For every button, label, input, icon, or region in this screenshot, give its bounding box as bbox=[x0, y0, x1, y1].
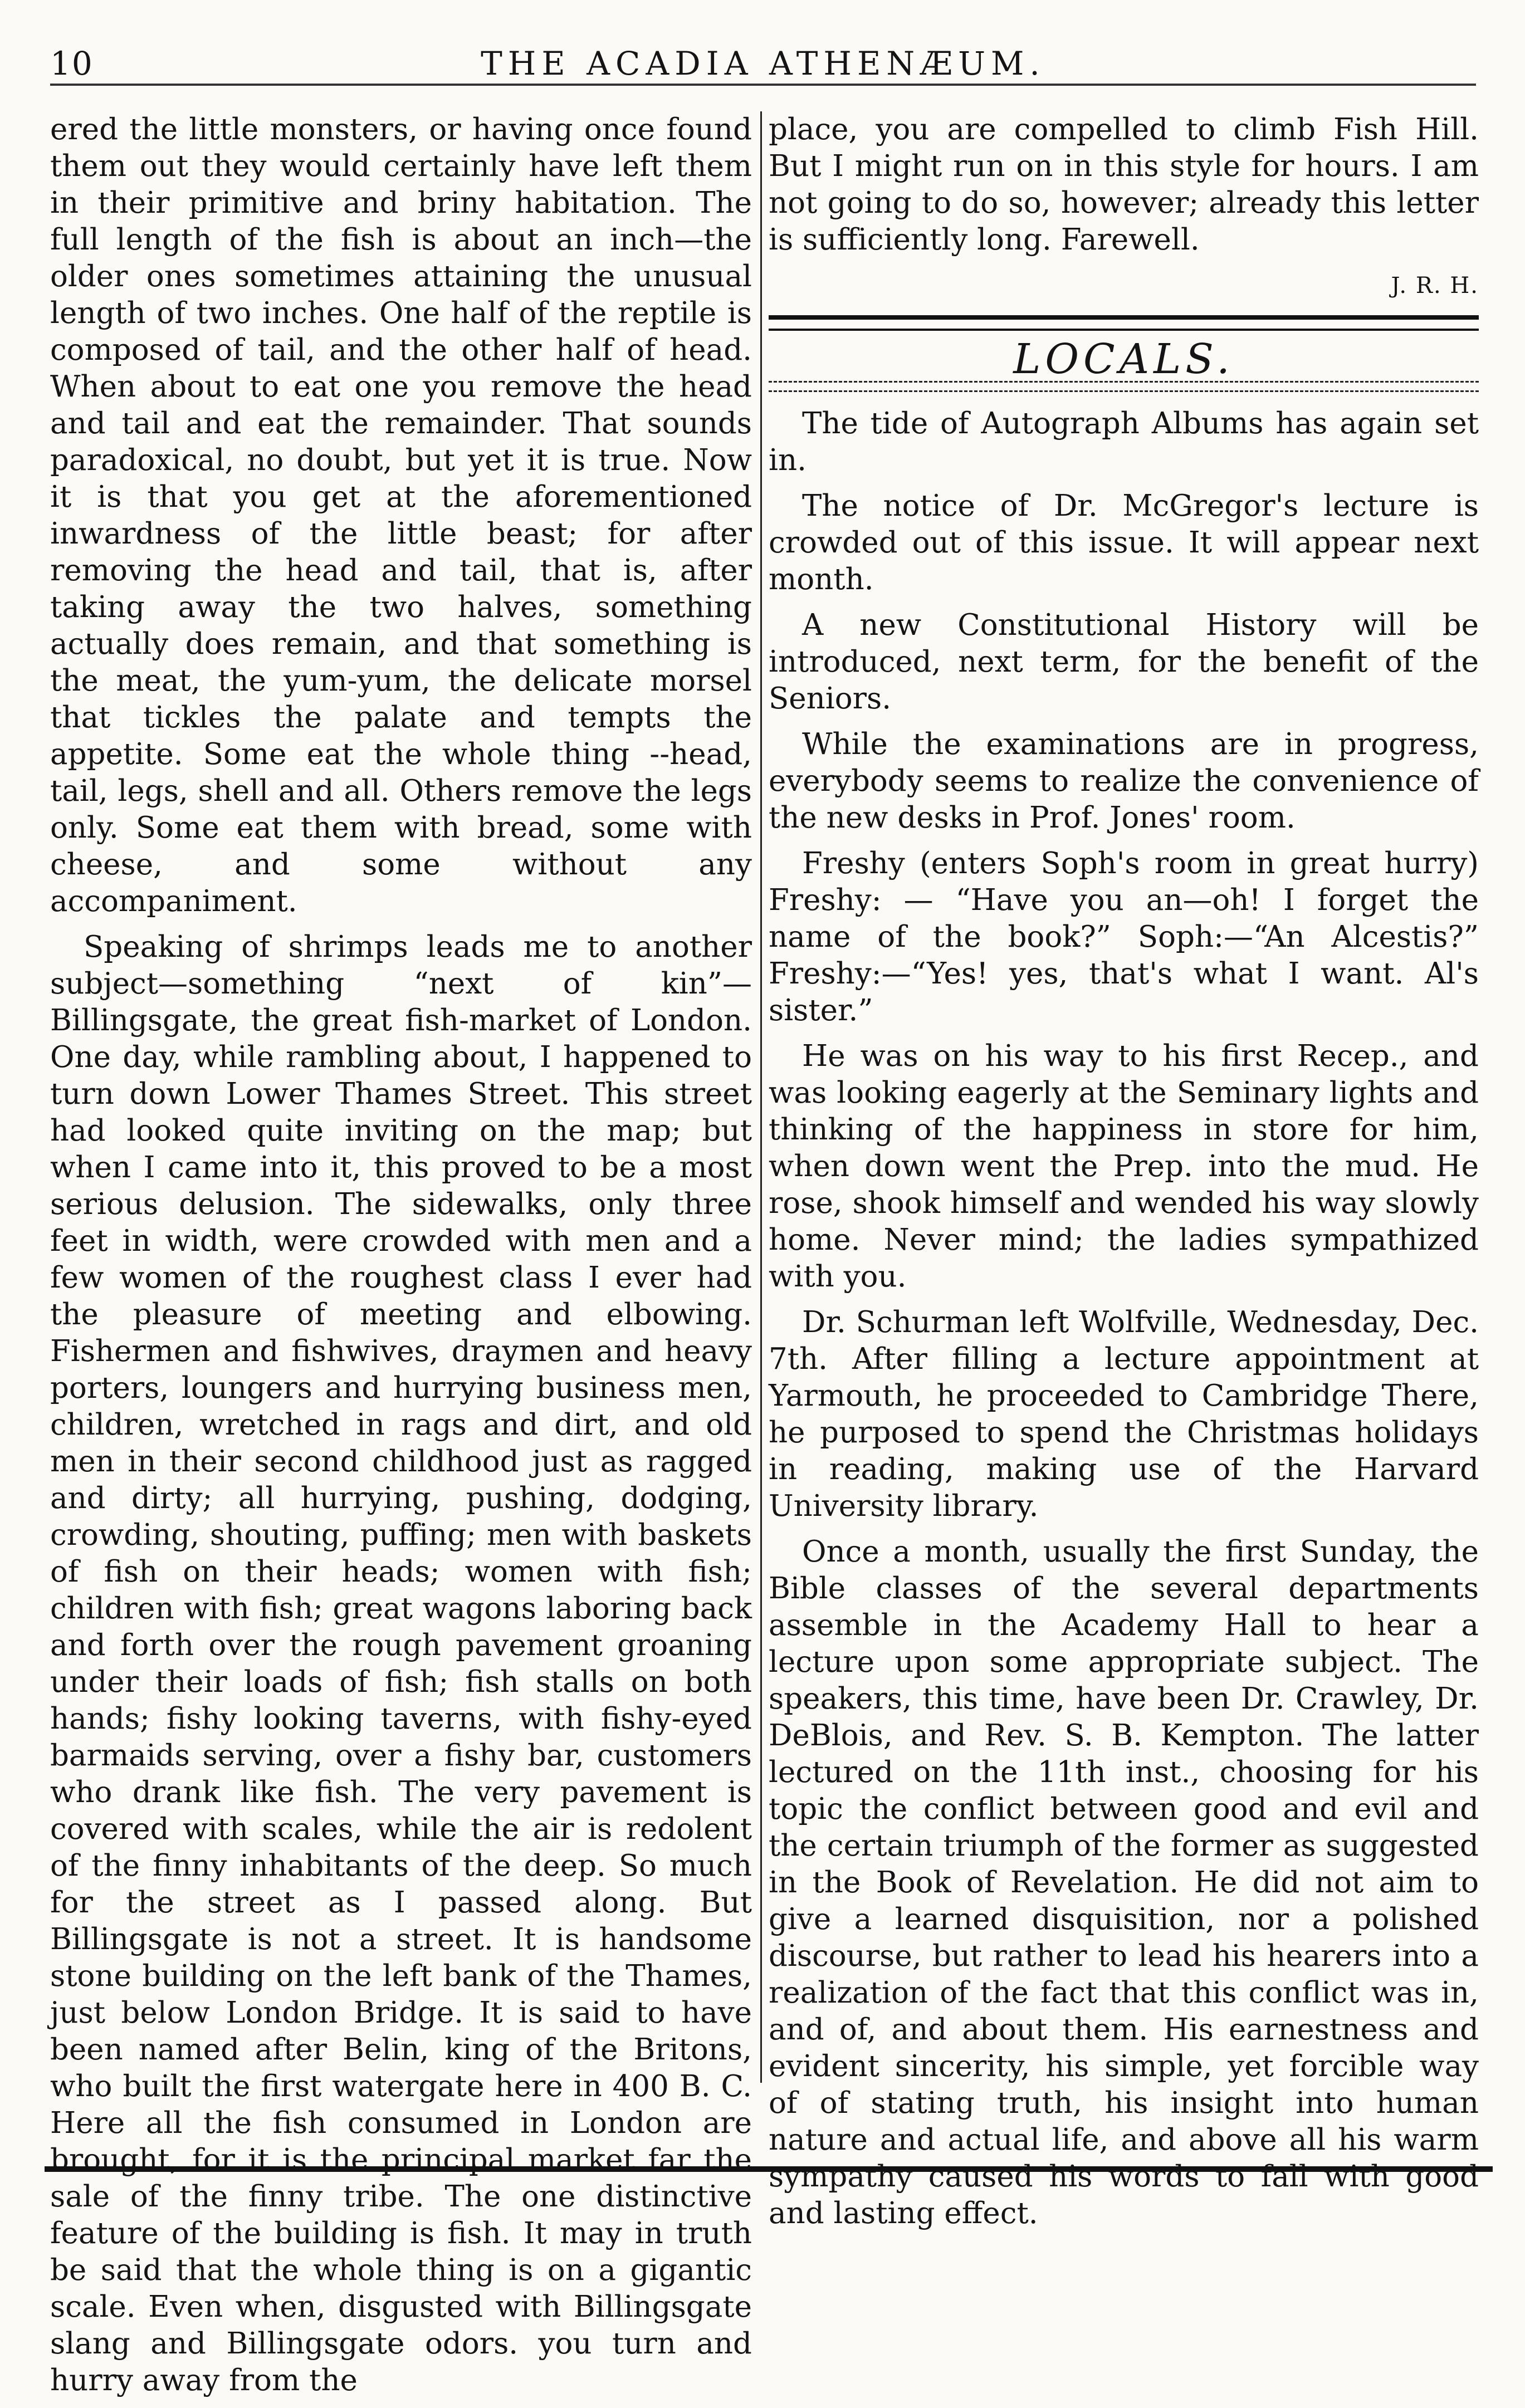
local-item: Freshy (enters Soph's room in great hurry) Freshy: — “Have you an—oh! I forget the name of the book?” Soph:—“An Alcestis?” Freshy:—“Yes! yes, that's what I want. Al's sister.” bbox=[769, 846, 1479, 1027]
local-item: He was on his way to his first Recep., and was looking eagerly at the Seminary lights and thinking of the happiness in store for him, when down went the Prep. into the mud. He rose, shook himself and wended his way slowly home. Never mind; the ladies sympathized with you. bbox=[769, 1039, 1479, 1294]
local-item: Dr. Schurman left Wolfville, Wednesday, Dec. 7th. After filling a lecture appointment at Yarmouth, he proceeded to Cambridge There, he purposed to spend the Christmas holidays in reading, making use of the Harvard University library. bbox=[769, 1305, 1479, 1523]
page-header bbox=[50, 45, 1476, 106]
column-divider bbox=[760, 111, 762, 2083]
locals-heading: LOCALS. bbox=[1013, 335, 1234, 383]
local-item: While the examinations are in progress, everybody seems to realize the convenience of the new desks in Prof. Jones' room. bbox=[769, 727, 1479, 835]
letter-signature: J. R. H. bbox=[1391, 273, 1479, 298]
local-item: A new Constitutional History will be introduced, next term, for the benefit of the Seniors. bbox=[769, 608, 1479, 716]
running-title: THE ACADIA ATHENÆUM. bbox=[481, 45, 1045, 82]
local-item: The tide of Autograph Albums has again set in. bbox=[769, 407, 1479, 477]
local-item: Once a month, usually the first Sunday, the Bible classes of the several departments assemble in the Academy Hall to hear a lecture upon some appropriate subject. The speakers, this time, have been Dr. Crawley, Dr. DeBlois, and Rev. S. B. Kempton. The latter lectured on the 11th inst., choosing for his topic the conflict between good and evil and the certain triumph of the former as suggested in the Book of Revelation. He did not aim to give a learned disquisition, nor a polished discourse, but rather to lead his hearers into a realization of the fact that this conflict was in, and of, and about them. His earnestness and evident sincerity, his simple, yet forcible way of of stating truth, his insight into human nature and actual life, and above all his warm sympathy caused his words to fall with good and lasting effect. bbox=[769, 1535, 1479, 2230]
right-column bbox=[769, 111, 1479, 2241]
letter-ending: place, you are compelled to climb Fish Hill. But I might run on in this style for hours. I am not going to do so, however; already this letter is sufficiently long. Farewell. bbox=[769, 112, 1479, 257]
page-number: 10 bbox=[50, 45, 94, 82]
header-rule bbox=[50, 84, 1476, 86]
bottom-rule bbox=[45, 2166, 1493, 2172]
section-rule bbox=[769, 315, 1479, 331]
local-item: The notice of Dr. McGregor's lecture is crowded out of this issue. It will appear next month. bbox=[769, 489, 1479, 596]
article-paragraph: ered the little monsters, or having once found them out they would certainly have left them in their primitive and briny habitation. The full length of the fish is about an inch—the older ones sometimes attaining the unusual length of two inches. One half of the reptile is composed of tail, and the other half of head. When about to eat one you remove the head and tail and eat the remainder. That sounds paradoxical, no doubt, but yet it is true. Now it is that you get at the aforementioned inwardness of the little beast; for after removing the head and tail, that is, after taking away the two halves, something actually does remain, and that something is the meat, the yum-yum, the delicate morsel that tickles the palate and tempts the appetite. Some eat the whole thing --head, tail, legs, shell and all. Others remove the legs only. Some eat them with bread, some with cheese, and some without any accompaniment. bbox=[50, 112, 752, 918]
left-column bbox=[50, 111, 752, 2408]
article-paragraph: Speaking of shrimps leads me to another subject—something “next of kin”—Billingsgate, the great fish-market of London. One day, while rambling about, I happened to turn down Lower Thames Street. This street had looked quite inviting on the map; but when I came into it, this proved to be a most serious delusion. The sidewalks, only three feet in width, were crowded with men and a few women of the roughest class I ever had the pleasure of meeting and elbowing. Fishermen and fishwives, draymen and heavy porters, loungers and hurrying business men, children, wretched in rags and dirt, and old men in their second childhood just as ragged and dirty; all hurrying, pushing, dodging, crowding, shouting, puffing; men with baskets of fish on their heads; women with fish; children with fish; great wagons laboring back and forth over the rough pavement groaning under their loads of fish; fish stalls on both hands; fishy looking taverns, with fishy-eyed barmaids serving, over a fishy bar, customers who drank like fish. The very pavement is covered with scales, while the air is redolent of the finny inhabitants of the deep. So much for the street as I passed along. But Billingsgate is not a street. It is handsome stone building on the left bank of the Thames, just below London Bridge. It is said to have been named after Belin, king of the Britons, who built the first watergate here in 400 B. C. Here all the fish consumed in London are brought, for it is the principal market far the sale of the finny tribe. The one distinctive feature of the building is fish. It may in truth be said that the whole thing is on a gigantic scale. Even when, disgusted with Billingsgate slang and Billingsgate odors. you turn and hurry away from the bbox=[50, 930, 752, 2397]
